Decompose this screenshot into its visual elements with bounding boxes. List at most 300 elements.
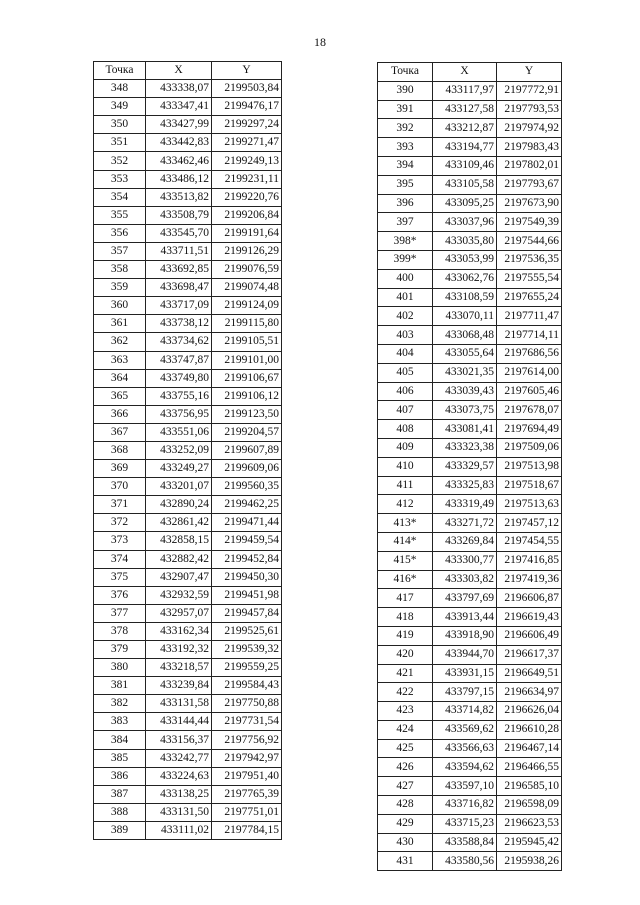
x-coordinate-cell: 433715,23: [433, 814, 497, 833]
y-coordinate-cell: 2197416,85: [497, 551, 562, 570]
table-row: [94, 423, 282, 441]
y-coordinate-cell: 2196623,53: [497, 814, 562, 833]
table-row: [378, 532, 562, 551]
x-coordinate-cell: 433508,79: [146, 206, 212, 224]
y-coordinate-cell: 2199106,67: [212, 369, 282, 387]
x-coordinate-cell: 432932,59: [146, 586, 212, 604]
table-row: [378, 194, 562, 213]
y-coordinate-cell: 2197419,36: [497, 570, 562, 589]
table-row: [378, 138, 562, 157]
point-number-cell: 367: [94, 423, 146, 441]
x-coordinate-cell: 433756,95: [146, 405, 212, 423]
x-coordinate-cell: 433053,99: [433, 250, 497, 269]
point-number-cell: 396: [378, 194, 433, 213]
point-number-cell: 390: [378, 81, 433, 100]
point-number-cell: 382: [94, 695, 146, 713]
y-coordinate-cell: 2199074,48: [212, 279, 282, 297]
x-coordinate-cell: 433108,59: [433, 288, 497, 307]
table-row: [378, 119, 562, 138]
x-coordinate-cell: 433224,63: [146, 767, 212, 785]
point-number-cell: 351: [94, 134, 146, 152]
point-number-cell: 428: [378, 796, 433, 815]
table-row: [94, 731, 282, 749]
point-number-cell: 419: [378, 626, 433, 645]
table-row: [94, 767, 282, 785]
table-row: [378, 288, 562, 307]
x-coordinate-cell: 433156,37: [146, 731, 212, 749]
point-number-cell: 368: [94, 441, 146, 459]
point-number-cell: 380: [94, 659, 146, 677]
table-row: [378, 796, 562, 815]
y-coordinate-cell: 2199191,64: [212, 224, 282, 242]
y-coordinate-cell: 2199206,84: [212, 206, 282, 224]
y-coordinate-cell: 2199471,44: [212, 514, 282, 532]
y-coordinate-cell: 2199105,51: [212, 333, 282, 351]
table-row: [378, 457, 562, 476]
x-coordinate-cell: 433427,99: [146, 116, 212, 134]
x-coordinate-cell: 432858,15: [146, 532, 212, 550]
x-coordinate-cell: 433323,38: [433, 438, 497, 457]
point-number-cell: 403: [378, 326, 433, 345]
point-number-cell: 359: [94, 279, 146, 297]
point-number-cell: 358: [94, 261, 146, 279]
x-coordinate-cell: 432890,24: [146, 496, 212, 514]
y-coordinate-cell: 2199450,30: [212, 568, 282, 586]
point-number-cell: 414*: [378, 532, 433, 551]
y-coordinate-cell: 2196619,43: [497, 608, 562, 627]
point-number-cell: 420: [378, 645, 433, 664]
point-number-cell: 384: [94, 731, 146, 749]
table-row: [378, 307, 562, 326]
y-coordinate-cell: 2199503,84: [212, 80, 282, 98]
x-coordinate-cell: 433131,58: [146, 695, 212, 713]
y-coordinate-cell: 2197983,43: [497, 138, 562, 157]
x-coordinate-cell: 433037,96: [433, 213, 497, 232]
table-row: [378, 269, 562, 288]
table-row: [94, 604, 282, 622]
table-row: [378, 438, 562, 457]
y-coordinate-cell: 2197536,35: [497, 250, 562, 269]
x-coordinate-cell: 433271,72: [433, 514, 497, 533]
point-number-cell: 406: [378, 382, 433, 401]
x-coordinate-cell: 433913,44: [433, 608, 497, 627]
table-row: [378, 551, 562, 570]
x-coordinate-cell: 433239,84: [146, 677, 212, 695]
header-point: Точка: [378, 63, 433, 82]
y-coordinate-cell: 2197974,92: [497, 119, 562, 138]
y-coordinate-cell: 2197750,88: [212, 695, 282, 713]
y-coordinate-cell: 2197513,98: [497, 457, 562, 476]
y-coordinate-cell: 2196466,55: [497, 758, 562, 777]
y-coordinate-cell: 2199607,89: [212, 441, 282, 459]
point-number-cell: 391: [378, 100, 433, 119]
header-x: X: [146, 62, 212, 80]
table-row: [378, 645, 562, 664]
x-coordinate-cell: 433144,44: [146, 713, 212, 731]
y-coordinate-cell: 2197731,54: [212, 713, 282, 731]
y-coordinate-cell: 2199123,50: [212, 405, 282, 423]
x-coordinate-cell: 432957,07: [146, 604, 212, 622]
point-number-cell: 430: [378, 833, 433, 852]
x-coordinate-cell: 433117,97: [433, 81, 497, 100]
x-coordinate-cell: 433716,82: [433, 796, 497, 815]
y-coordinate-cell: 2199459,54: [212, 532, 282, 550]
y-coordinate-cell: 2196634,97: [497, 683, 562, 702]
point-number-cell: 377: [94, 604, 146, 622]
x-coordinate-cell: 433073,75: [433, 401, 497, 420]
x-coordinate-cell: 433269,84: [433, 532, 497, 551]
x-coordinate-cell: 433068,48: [433, 326, 497, 345]
y-coordinate-cell: 2197694,49: [497, 420, 562, 439]
point-number-cell: 374: [94, 550, 146, 568]
table-row: [378, 514, 562, 533]
point-number-cell: 418: [378, 608, 433, 627]
y-coordinate-cell: 2199204,57: [212, 423, 282, 441]
y-coordinate-cell: 2197686,56: [497, 344, 562, 363]
point-number-cell: 356: [94, 224, 146, 242]
table-row: [94, 387, 282, 405]
x-coordinate-cell: 433242,77: [146, 749, 212, 767]
y-coordinate-cell: 2196606,87: [497, 589, 562, 608]
table-row: [378, 382, 562, 401]
x-coordinate-cell: 433698,47: [146, 279, 212, 297]
y-coordinate-cell: 2197457,12: [497, 514, 562, 533]
x-coordinate-cell: 433931,15: [433, 664, 497, 683]
point-number-cell: 402: [378, 307, 433, 326]
table-row: [378, 495, 562, 514]
table-row: [378, 664, 562, 683]
table-row: [94, 369, 282, 387]
x-coordinate-cell: 433329,57: [433, 457, 497, 476]
point-number-cell: 404: [378, 344, 433, 363]
x-coordinate-cell: 433325,83: [433, 476, 497, 495]
header-x: X: [433, 63, 497, 82]
y-coordinate-cell: 2196585,10: [497, 777, 562, 796]
x-coordinate-cell: 433486,12: [146, 170, 212, 188]
y-coordinate-cell: 2195938,26: [497, 852, 562, 871]
x-coordinate-cell: 433111,02: [146, 821, 212, 839]
header-y: Y: [497, 63, 562, 82]
y-coordinate-cell: 2197784,15: [212, 821, 282, 839]
table-header-row: [94, 62, 282, 80]
x-coordinate-cell: 433588,84: [433, 833, 497, 852]
table-header-row: [378, 63, 562, 82]
table-row: [94, 242, 282, 260]
x-coordinate-cell: 433338,07: [146, 80, 212, 98]
header-y: Y: [212, 62, 282, 80]
y-coordinate-cell: 2199101,00: [212, 351, 282, 369]
table-row: [94, 677, 282, 695]
x-coordinate-cell: 433569,62: [433, 720, 497, 739]
y-coordinate-cell: 2196617,37: [497, 645, 562, 664]
table-row: [378, 175, 562, 194]
table-row: [94, 749, 282, 767]
table-row: [94, 152, 282, 170]
y-coordinate-cell: 2196626,04: [497, 702, 562, 721]
x-coordinate-cell: 433303,82: [433, 570, 497, 589]
point-number-cell: 427: [378, 777, 433, 796]
y-coordinate-cell: 2197714,11: [497, 326, 562, 345]
y-coordinate-cell: 2199525,61: [212, 622, 282, 640]
point-number-cell: 348: [94, 80, 146, 98]
table-row: [94, 261, 282, 279]
table-row: [378, 702, 562, 721]
y-coordinate-cell: 2197555,54: [497, 269, 562, 288]
x-coordinate-cell: 433597,10: [433, 777, 497, 796]
table-row: [94, 622, 282, 640]
point-number-cell: 405: [378, 363, 433, 382]
point-number-cell: 425: [378, 739, 433, 758]
table-row: [378, 156, 562, 175]
x-coordinate-cell: 433194,77: [433, 138, 497, 157]
table-row: [378, 420, 562, 439]
y-coordinate-cell: 2199126,29: [212, 242, 282, 260]
y-coordinate-cell: 2197678,07: [497, 401, 562, 420]
table-row: [378, 401, 562, 420]
y-coordinate-cell: 2197756,92: [212, 731, 282, 749]
x-coordinate-cell: 433545,70: [146, 224, 212, 242]
x-coordinate-cell: 433218,57: [146, 659, 212, 677]
y-coordinate-cell: 2199457,84: [212, 604, 282, 622]
x-coordinate-cell: 433717,09: [146, 297, 212, 315]
y-coordinate-cell: 2195945,42: [497, 833, 562, 852]
table-row: [94, 98, 282, 116]
y-coordinate-cell: 2197549,39: [497, 213, 562, 232]
y-coordinate-cell: 2199452,84: [212, 550, 282, 568]
table-row: [378, 213, 562, 232]
table-row: [378, 833, 562, 852]
page-number: 18: [314, 35, 326, 49]
table-row: [94, 713, 282, 731]
x-coordinate-cell: 433162,34: [146, 622, 212, 640]
point-number-cell: 417: [378, 589, 433, 608]
y-coordinate-cell: 2197655,24: [497, 288, 562, 307]
y-coordinate-cell: 2196610,28: [497, 720, 562, 739]
y-coordinate-cell: 2199271,47: [212, 134, 282, 152]
point-number-cell: 372: [94, 514, 146, 532]
x-coordinate-cell: 433944,70: [433, 645, 497, 664]
table-row: [378, 720, 562, 739]
table-row: [94, 550, 282, 568]
table-row: [94, 514, 282, 532]
point-number-cell: 386: [94, 767, 146, 785]
point-number-cell: 385: [94, 749, 146, 767]
table-row: [94, 803, 282, 821]
y-coordinate-cell: 2197793,67: [497, 175, 562, 194]
point-number-cell: 362: [94, 333, 146, 351]
y-coordinate-cell: 2199297,24: [212, 116, 282, 134]
point-number-cell: 370: [94, 478, 146, 496]
y-coordinate-cell: 2197751,01: [212, 803, 282, 821]
table-body-left: [94, 80, 282, 840]
table-row: [94, 170, 282, 188]
point-number-cell: 389: [94, 821, 146, 839]
point-number-cell: 421: [378, 664, 433, 683]
x-coordinate-cell: 433035,80: [433, 232, 497, 251]
x-coordinate-cell: 433131,50: [146, 803, 212, 821]
y-coordinate-cell: 2197454,55: [497, 532, 562, 551]
x-coordinate-cell: 433797,15: [433, 683, 497, 702]
table-row: [94, 821, 282, 839]
x-coordinate-cell: 433105,58: [433, 175, 497, 194]
point-number-cell: 400: [378, 269, 433, 288]
x-coordinate-cell: 433755,16: [146, 387, 212, 405]
table-row: [94, 116, 282, 134]
x-coordinate-cell: 433442,83: [146, 134, 212, 152]
y-coordinate-cell: 2197509,06: [497, 438, 562, 457]
table-row: [378, 363, 562, 382]
table-row: [94, 641, 282, 659]
point-number-cell: 349: [94, 98, 146, 116]
y-coordinate-cell: 2196606,49: [497, 626, 562, 645]
table-row: [378, 758, 562, 777]
table-row: [94, 351, 282, 369]
point-number-cell: 407: [378, 401, 433, 420]
table-row: [94, 568, 282, 586]
x-coordinate-cell: 433212,87: [433, 119, 497, 138]
point-number-cell: 376: [94, 586, 146, 604]
y-coordinate-cell: 2199462,25: [212, 496, 282, 514]
point-number-cell: 353: [94, 170, 146, 188]
y-coordinate-cell: 2197614,00: [497, 363, 562, 382]
point-number-cell: 426: [378, 758, 433, 777]
x-coordinate-cell: 433039,43: [433, 382, 497, 401]
point-number-cell: 355: [94, 206, 146, 224]
y-coordinate-cell: 2197605,46: [497, 382, 562, 401]
point-number-cell: 383: [94, 713, 146, 731]
table-row: [378, 852, 562, 871]
x-coordinate-cell: 433738,12: [146, 315, 212, 333]
point-number-cell: 354: [94, 188, 146, 206]
y-coordinate-cell: 2199076,59: [212, 261, 282, 279]
x-coordinate-cell: 433462,46: [146, 152, 212, 170]
table-row: [378, 250, 562, 269]
y-coordinate-cell: 2199584,43: [212, 677, 282, 695]
y-coordinate-cell: 2197793,53: [497, 100, 562, 119]
table-row: [378, 100, 562, 119]
point-number-cell: 387: [94, 785, 146, 803]
x-coordinate-cell: 433062,76: [433, 269, 497, 288]
x-coordinate-cell: 433081,41: [433, 420, 497, 439]
x-coordinate-cell: 433021,35: [433, 363, 497, 382]
point-number-cell: 398*: [378, 232, 433, 251]
x-coordinate-cell: 433319,49: [433, 495, 497, 514]
x-coordinate-cell: 433192,32: [146, 641, 212, 659]
table-row: [378, 476, 562, 495]
y-coordinate-cell: 2199559,25: [212, 659, 282, 677]
point-number-cell: 366: [94, 405, 146, 423]
point-number-cell: 392: [378, 119, 433, 138]
y-coordinate-cell: 2197802,01: [497, 156, 562, 175]
y-coordinate-cell: 2199106,12: [212, 387, 282, 405]
point-number-cell: 361: [94, 315, 146, 333]
y-coordinate-cell: 2199231,11: [212, 170, 282, 188]
table-row: [378, 344, 562, 363]
y-coordinate-cell: 2196467,14: [497, 739, 562, 758]
point-number-cell: 412: [378, 495, 433, 514]
x-coordinate-cell: 433580,56: [433, 852, 497, 871]
table-row: [94, 586, 282, 604]
point-number-cell: 410: [378, 457, 433, 476]
y-coordinate-cell: 2197513,63: [497, 495, 562, 514]
y-coordinate-cell: 2197518,67: [497, 476, 562, 495]
x-coordinate-cell: 433551,06: [146, 423, 212, 441]
table-row: [94, 315, 282, 333]
table-body-right: [378, 81, 562, 870]
table-row: [378, 777, 562, 796]
table-row: [378, 589, 562, 608]
x-coordinate-cell: 433747,87: [146, 351, 212, 369]
point-number-cell: 357: [94, 242, 146, 260]
y-coordinate-cell: 2197942,97: [212, 749, 282, 767]
y-coordinate-cell: 2199220,76: [212, 188, 282, 206]
y-coordinate-cell: 2197765,39: [212, 785, 282, 803]
table-row: [94, 188, 282, 206]
y-coordinate-cell: 2197544,66: [497, 232, 562, 251]
y-coordinate-cell: 2199115,80: [212, 315, 282, 333]
coordinates-table-right: [377, 62, 562, 871]
point-number-cell: 363: [94, 351, 146, 369]
y-coordinate-cell: 2196598,09: [497, 796, 562, 815]
y-coordinate-cell: 2199124,09: [212, 297, 282, 315]
point-number-cell: 422: [378, 683, 433, 702]
x-coordinate-cell: 432907,47: [146, 568, 212, 586]
point-number-cell: 413*: [378, 514, 433, 533]
y-coordinate-cell: 2199476,17: [212, 98, 282, 116]
y-coordinate-cell: 2199451,98: [212, 586, 282, 604]
table-row: [94, 405, 282, 423]
x-coordinate-cell: 433127,58: [433, 100, 497, 119]
header-point: Точка: [94, 62, 146, 80]
table-row: [378, 626, 562, 645]
table-row: [378, 608, 562, 627]
y-coordinate-cell: 2199609,06: [212, 460, 282, 478]
x-coordinate-cell: 433347,41: [146, 98, 212, 116]
table-row: [94, 659, 282, 677]
point-number-cell: 378: [94, 622, 146, 640]
table-row: [94, 460, 282, 478]
x-coordinate-cell: 433749,80: [146, 369, 212, 387]
y-coordinate-cell: 2197951,40: [212, 767, 282, 785]
x-coordinate-cell: 433252,09: [146, 441, 212, 459]
point-number-cell: 397: [378, 213, 433, 232]
table-row: [378, 814, 562, 833]
x-coordinate-cell: 433734,62: [146, 333, 212, 351]
x-coordinate-cell: 433070,11: [433, 307, 497, 326]
point-number-cell: 352: [94, 152, 146, 170]
x-coordinate-cell: 432861,42: [146, 514, 212, 532]
point-number-cell: 393: [378, 138, 433, 157]
table-row: [94, 333, 282, 351]
table-row: [94, 134, 282, 152]
point-number-cell: 364: [94, 369, 146, 387]
point-number-cell: 369: [94, 460, 146, 478]
x-coordinate-cell: 433300,77: [433, 551, 497, 570]
table-row: [378, 81, 562, 100]
point-number-cell: 415*: [378, 551, 433, 570]
table-row: [94, 224, 282, 242]
x-coordinate-cell: 433095,25: [433, 194, 497, 213]
x-coordinate-cell: 433714,82: [433, 702, 497, 721]
point-number-cell: 401: [378, 288, 433, 307]
x-coordinate-cell: 433513,82: [146, 188, 212, 206]
point-number-cell: 416*: [378, 570, 433, 589]
x-coordinate-cell: 433797,69: [433, 589, 497, 608]
point-number-cell: 381: [94, 677, 146, 695]
point-number-cell: 375: [94, 568, 146, 586]
table-row: [378, 232, 562, 251]
point-number-cell: 373: [94, 532, 146, 550]
